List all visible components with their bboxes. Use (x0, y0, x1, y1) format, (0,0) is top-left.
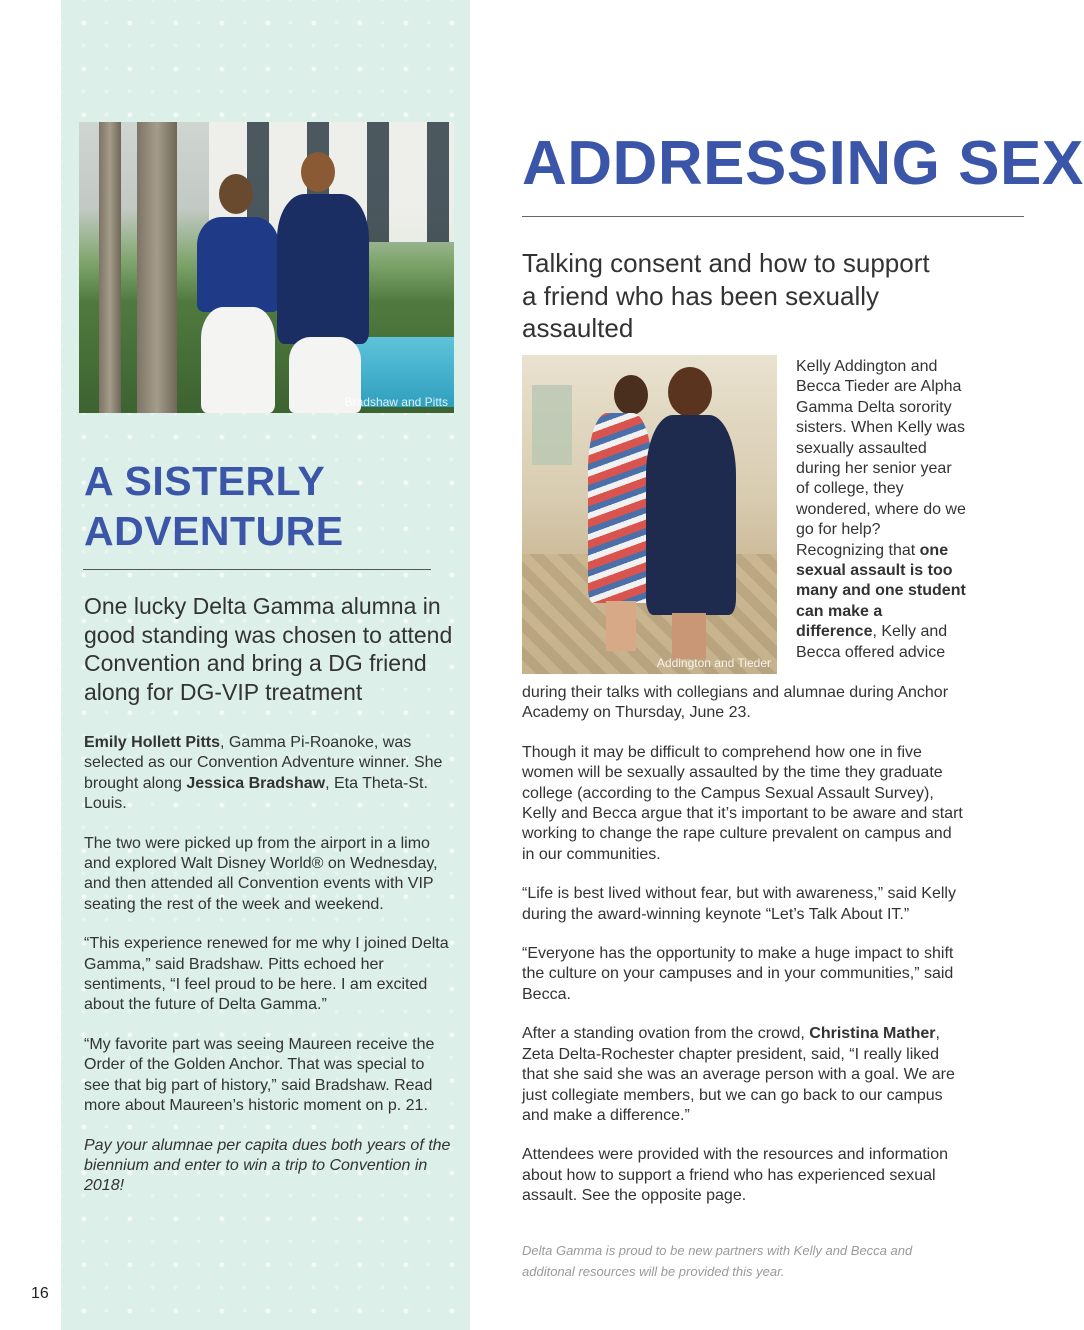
photo-caption: Bradshaw and Pitts (344, 395, 448, 409)
right-p1-text-end: , Kelly and Becca offered advice (796, 623, 948, 661)
left-p1-text: , Gamma Pi-Roanoke, was selected as our Convention Adventure winner. She brought along (84, 734, 443, 792)
photo-window (532, 385, 572, 465)
left-article-subtitle: One lucky Delta Gamma alumna in good standing was chosen to attend Convention and bring a DG friend along for DG-VIP treatment (84, 593, 453, 705)
photo-person-head (301, 152, 335, 192)
right-paragraph-2: Though it may be difficult to comprehend how one in five women will be sexually assaulted by the time they graduate college (according to the Campus Sexual Assault Survey), Kelly and Becca argue that it’s important to be aware and start working to change the rape culture prevalent on campus and in our communities. (522, 743, 963, 863)
name-christina-mather: Christina Mather (809, 1025, 936, 1043)
photo-person-dress (646, 415, 736, 615)
photo-person-top (197, 217, 279, 312)
right-article-body (522, 683, 967, 1226)
left-title-line1: A SISTERLY (84, 458, 326, 504)
photo-person-dress (588, 413, 652, 603)
left-article-body (84, 733, 454, 1216)
right-paragraph-1 (796, 357, 966, 663)
right-p5-text-end: , Zeta Delta-Rochester chapter president, said, “I really liked that she said she was an average person with a goal. We are just collegiate members, but we can go back to our campus and make a difference.” (522, 1025, 955, 1124)
left-paragraph-4: “My favorite part was seeing Maureen receive the Order of the Golden Anchor. That was special to see that big part of history,” said Bradshaw. Read more about Maureen’s historic moment on p. 21. (84, 1035, 435, 1115)
right-paragraph-6: Attendees were provided with the resources and information about how to support a friend who has experienced sexual assault. See the opposite page. (522, 1146, 949, 1205)
left-title-line2: ADVENTURE (84, 508, 344, 554)
photo-person-legs (606, 601, 636, 651)
name-emily-pitts: Emily Hollett Pitts (84, 734, 221, 751)
photo-addington-and-tieder (522, 355, 777, 674)
right-title-text: ADDRESSING SE (522, 129, 1042, 198)
partner-note: Delta Gamma is proud to be new partners with Kelly and Becca and additonal resources will be provided this year. (522, 1243, 913, 1279)
photo-person-head (219, 174, 253, 214)
right-p5-text: After a standing ovation from the crowd, (522, 1025, 810, 1043)
photo-person-head (668, 367, 712, 417)
right-paragraph-5 (522, 1024, 967, 1126)
left-article-title (84, 456, 444, 556)
right-paragraph-3: “Life is best lived without fear, but with awareness,” said Kelly during the award-winning keynote “Let’s Talk About IT.” (522, 885, 956, 923)
photo-person-legs (672, 613, 706, 659)
photo-palm-trunk (99, 122, 121, 413)
left-paragraph-3: “This experience renewed for me why I joined Delta Gamma,” said Bradshaw. Pitts echoed her sentiments, “I feel proud to be here. I am excited about the future of Delta Gamma.” (84, 935, 449, 1014)
right-article-subtitle: Talking consent and how to support a friend who has been sexually assaulted (522, 248, 930, 343)
right-article-title (522, 128, 1084, 200)
right-paragraph-1-continued: during their talks with collegians and alumnae during Anchor Academy on Thursday, June 23. (522, 684, 949, 722)
left-paragraph-2: The two were picked up from the airport in a limo and explored Walt Disney World® on Wednesday, and then attended all Convention events with VIP seating the rest of the week and weekend. (84, 834, 438, 913)
right-p1-text: Kelly Addington and Becca Tieder are Alpha Gamma Delta sorority sisters. When Kelly was sexually assaulted during her senior year of college, they wondered, where do we go for help? Recognizing that (796, 358, 966, 559)
left-divider (83, 569, 431, 570)
page-number: 16 (31, 1285, 49, 1302)
photo-caption: Addington and Tieder (656, 656, 771, 670)
photo-bradshaw-and-pitts (79, 122, 454, 413)
left-paragraph-1 (84, 733, 454, 815)
right-title-cut: X (1041, 129, 1084, 198)
photo-palm-trunk (137, 122, 177, 413)
photo-person-pants (201, 307, 275, 413)
right-p1-bold: one sexual assault is too many and one student can make a difference (796, 541, 966, 641)
photo-person-head (614, 375, 648, 415)
name-jessica-bradshaw: Jessica Bradshaw (186, 774, 326, 792)
left-p1-text-end: , Eta Theta-St. Louis. (84, 774, 428, 813)
right-divider (522, 216, 1024, 217)
left-paragraph-5: Pay your alumnae per capita dues both years of the biennium and enter to win a trip to Convention in 2018! (84, 1136, 451, 1195)
photo-person-top (277, 194, 369, 344)
right-paragraph-4: “Everyone has the opportunity to make a huge impact to shift the culture on your campuses and in your communities,” said Becca. (522, 945, 954, 1003)
